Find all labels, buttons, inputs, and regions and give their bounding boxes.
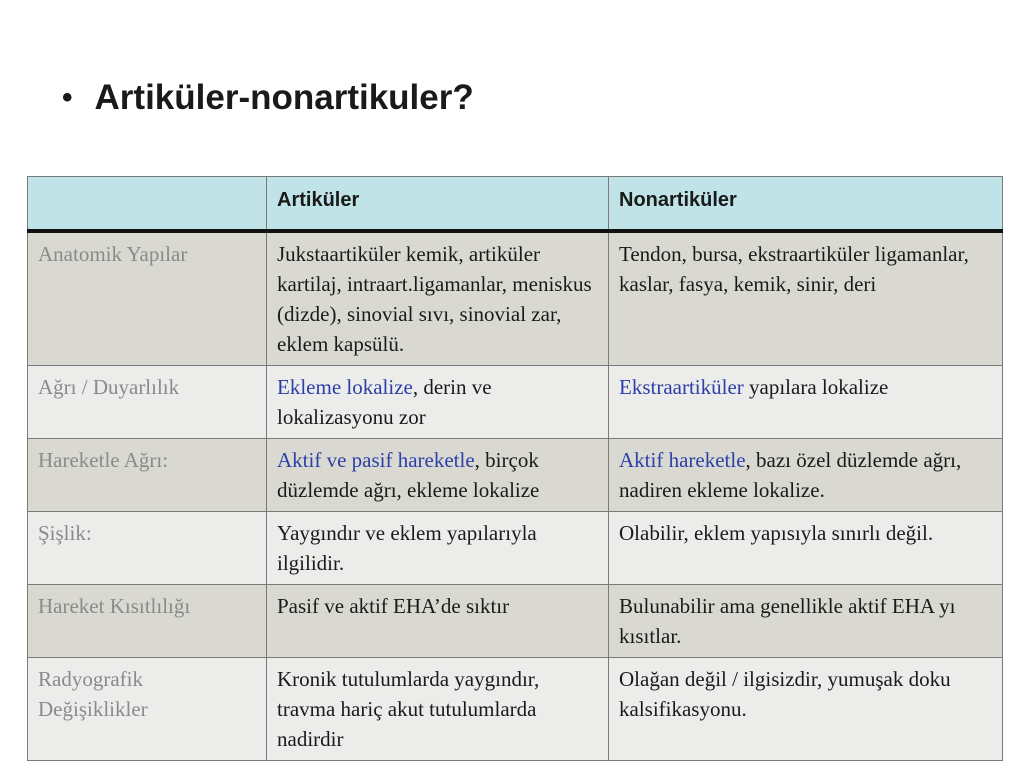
cell-text: Olağan değil / ilgisizdir, yumuşak doku kalsifikasyonu. [619, 667, 951, 721]
cell-text: , bazı özel düzlemde ağrı, nadiren ekleme lokalize. [619, 448, 962, 502]
cell-text: Jukstaartiküler kemik, artiküler kartilaj, intraart.ligamanlar, meniskus (dizde), sinovial sıvı, sinovial zar, eklem kapsülü. [277, 242, 592, 356]
cell-nonarticular [609, 231, 1003, 366]
cell-articular [267, 585, 609, 658]
comparison-table [27, 176, 1003, 761]
cell-articular [267, 366, 609, 439]
cell-text: , birçok düzlemde ağrı, ekleme lokalize [277, 448, 540, 502]
cell-text: , derin ve lokalizasyonu zor [277, 375, 492, 429]
table-row [28, 512, 1003, 585]
title-text: Artiküler-nonartikuler? [94, 78, 474, 117]
cell-articular [267, 439, 609, 512]
cell-highlight: Aktif ve pasif hareketle [277, 448, 475, 472]
header-articular: Artiküler [267, 177, 609, 232]
cell-text: yapılara lokalize [743, 375, 889, 399]
row-label: Şişlik: [28, 512, 267, 585]
cell-nonarticular [609, 439, 1003, 512]
cell-text: Tendon, bursa, ekstraartiküler ligamanlar, kaslar, fasya, kemik, sinir, deri [619, 242, 969, 296]
cell-articular [267, 658, 609, 761]
row-label: Hareket Kısıtlılığı [28, 585, 267, 658]
table-header-row [28, 177, 1003, 232]
table-row [28, 231, 1003, 366]
cell-highlight: Aktif hareketle [619, 448, 746, 472]
bullet-icon: • [62, 81, 73, 114]
table-row [28, 585, 1003, 658]
cell-nonarticular [609, 366, 1003, 439]
cell-text: Yaygındır ve eklem yapılarıyla ilgilidir. [277, 521, 537, 575]
cell-text: Bulunabilir ama genellikle aktif EHA yı kısıtlar. [619, 594, 956, 648]
cell-articular [267, 231, 609, 366]
cell-highlight: Ekstraartiküler [619, 375, 744, 399]
header-nonarticular: Nonartiküler [609, 177, 1003, 232]
cell-nonarticular [609, 658, 1003, 761]
slide-title [62, 78, 474, 118]
cell-text: Kronik tutulumlarda yaygındır, travma hariç akut tutulumlarda nadirdir [277, 667, 540, 751]
row-label: Radyografik Değişiklikler [28, 658, 267, 761]
cell-articular [267, 512, 609, 585]
row-label: Anatomik Yapılar [28, 231, 267, 366]
table-row [28, 366, 1003, 439]
table-row [28, 439, 1003, 512]
row-label: Hareketle Ağrı: [28, 439, 267, 512]
cell-text: Olabilir, eklem yapısıyla sınırlı değil. [619, 521, 934, 545]
header-empty [28, 177, 267, 232]
row-label: Ağrı / Duyarlılık [28, 366, 267, 439]
cell-highlight: Ekleme lokalize [277, 375, 413, 399]
cell-nonarticular [609, 585, 1003, 658]
cell-nonarticular [609, 512, 1003, 585]
table-row [28, 658, 1003, 761]
cell-text: Pasif ve aktif EHA’de sıktır [277, 594, 510, 618]
